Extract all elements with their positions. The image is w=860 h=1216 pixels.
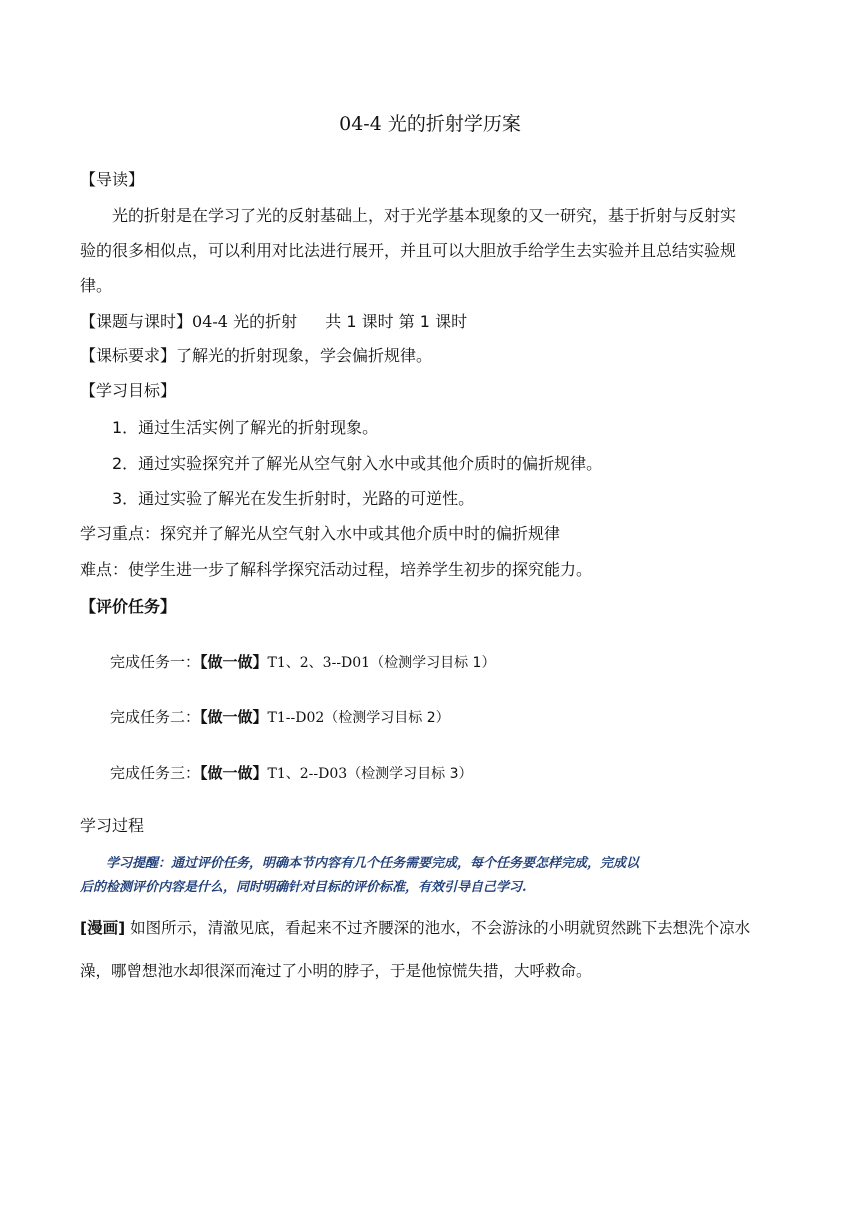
difficulty-label: 难点： [80,560,129,579]
lesson-code: 04-4 [192,312,228,331]
study-tip [80,852,780,900]
task-note: （检测学习目标 1） [370,655,496,671]
process-heading: 学习过程 [80,816,145,835]
lesson-total: 共 1 课时 [325,312,394,331]
page-title [0,112,860,136]
tasks-heading: 【评价任务】 [80,597,177,616]
task-tag: 【做一做】 [200,764,268,782]
intro-line-3: 律。 [80,276,113,295]
task-label: 完成任务一： [110,653,201,671]
focus-label: 学习重点： [80,524,161,543]
task-label: 完成任务三： [110,764,201,782]
standard-label: 【课标要求】 [80,346,177,365]
lesson-line [80,312,467,332]
task-tag: 【做一做】 [200,653,268,671]
task-code: T1、2、3--D01 [267,655,371,671]
task-note: （检测学习目标 3） [347,766,473,782]
standard-line [80,346,432,366]
intro-line-1: 光的折射是在学习了光的反射基础上，对于光学基本现象的又一研究，基于折射与反射实 [112,206,737,225]
objective-item-3: 3．通过实验了解光在发生折射时，光路的可逆性。 [112,489,475,508]
difficulty-text: 使学生进一步了解科学探究活动过程，培养学生初步的探究能力。 [128,560,593,579]
task-item-3 [110,763,473,784]
comic-tag: [漫画] [80,919,126,937]
intro-line-2: 验的很多相似点，可以利用对比法进行展开，并且可以大胆放手给学生去实验并且总结实验规 [80,241,737,260]
focus-text: 探究并了解光从空气射入水中或其他介质中时的偏折规律 [160,524,561,543]
task-label: 完成任务二： [110,708,201,726]
task-tag: 【做一做】 [200,708,268,726]
comic-text-1: 如图所示，清澈见底，看起来不过齐腰深的池水，不会游泳的小明就贸然跳下去想洗个凉水 [130,919,751,937]
task-code: T1--D02 [267,710,325,726]
comic-line-2: 澡，哪曾想池水却很深而淹过了小明的脖子，于是他惊慌失措，大呼救命。 [80,962,592,980]
task-code: T1、2--D03 [267,766,348,782]
lesson-name: 光的折射 [233,312,298,331]
intro-heading: 【导读】 [80,170,145,189]
title-code: 04-4 [339,113,382,135]
study-tip-line-1: 学习提醒：通过评价任务，明确本节内容有几个任务需要完成，每个任务要怎样完成，完成以 [106,856,640,871]
focus-line [80,524,560,544]
title-text: 光的折射学历案 [387,113,521,135]
comic-line-1 [80,918,750,938]
lesson-current: 第 1 课时 [398,312,468,331]
objective-item-1: 1．通过生活实例了解光的折射现象。 [112,418,379,437]
objectives-heading: 【学习目标】 [80,381,177,400]
lesson-label: 【课题与课时】 [80,312,193,331]
difficulty-line [80,560,592,580]
task-item-1 [110,652,495,673]
standard-text: 了解光的折射现象，学会偏折规律。 [176,346,433,365]
objective-item-2: 2．通过实验探究并了解光从空气射入水中或其他介质时的偏折规律。 [112,454,603,473]
study-tip-line-2: 后的检测评价内容是什么，同时明确针对目标的评价标准，有效引导自己学习. [80,880,527,895]
task-note: （检测学习目标 2） [324,710,450,726]
task-item-2 [110,707,450,728]
